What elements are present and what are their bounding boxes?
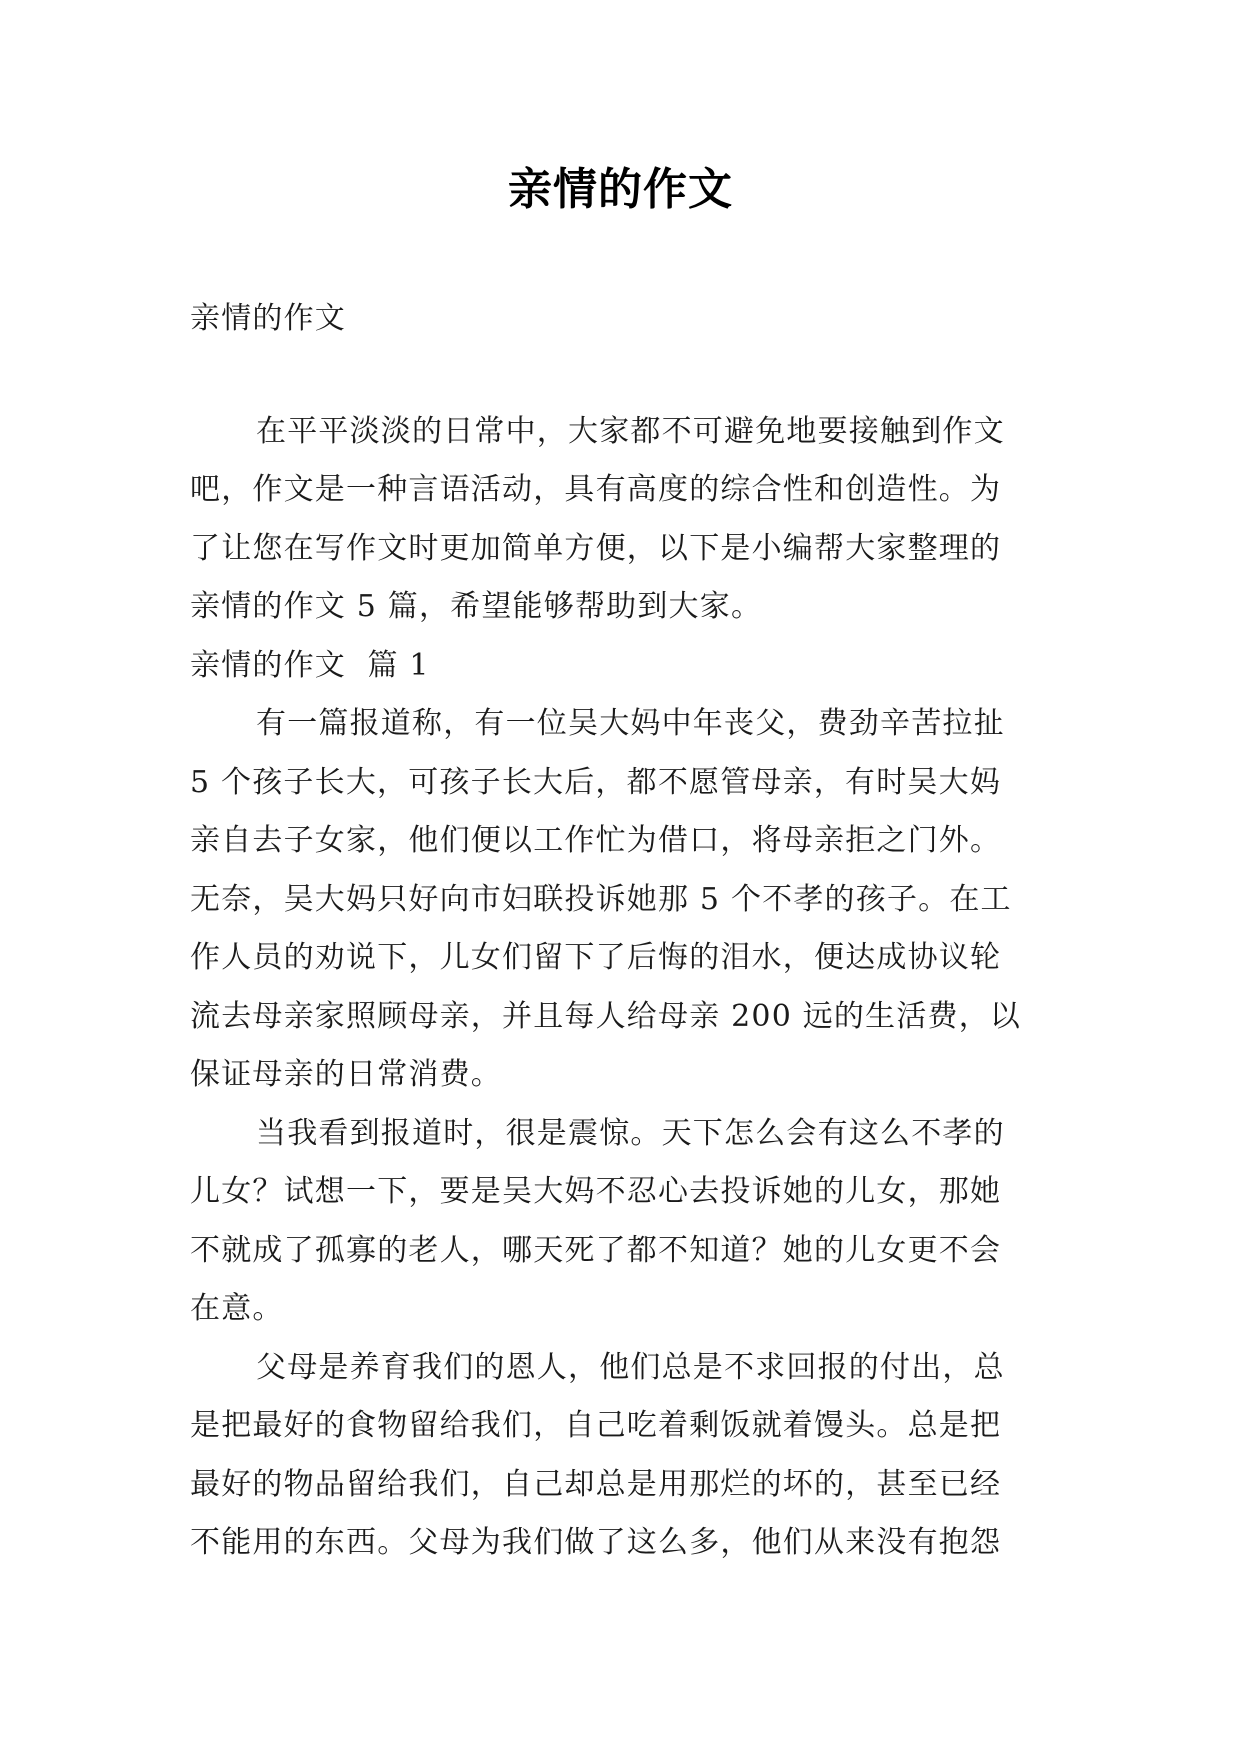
intro-line: 亲情的作文 5 篇，希望能够帮助到大家。 [190, 589, 763, 624]
intro-line: 吧，作文是一种言语活动，具有高度的综合性和创造性。为 [190, 472, 1002, 507]
paragraph-line: 有一篇报道称，有一位吴大妈中年丧父，费劲辛苦拉扯 [256, 706, 1005, 741]
intro-line: 了让您在写作文时更加简单方便，以下是小编帮大家整理的 [190, 530, 1002, 566]
paragraph-line: 5 个孩子长大，可孩子长大后，都不愿管母亲，有时吴大妈 [190, 764, 1002, 800]
document-body [190, 290, 1060, 1573]
paragraph-line: 作人员的劝说下，儿女们留下了后悔的泪水，便达成协议轮 [190, 940, 1002, 975]
spacer [190, 349, 1060, 403]
paragraph-line: 亲自去子女家，他们便以工作忙为借口，将母亲拒之门外。 [190, 823, 1002, 858]
paragraph-line: 不就成了孤寡的老人，哪天死了都不知道？她的儿女更不会 [190, 1232, 1002, 1268]
paragraph-line: 保证母亲的日常消费。 [190, 1057, 502, 1092]
paragraph-line: 在意。 [190, 1291, 284, 1326]
paragraph-line: 儿女？试想一下，要是吴大妈不忍心去投诉她的儿女，那她 [190, 1174, 1002, 1209]
paragraph-line: 父母是养育我们的恩人，他们总是不求回报的付出，总 [256, 1349, 1005, 1385]
paragraph-line: 最好的物品留给我们，自己却总是用那烂的坏的，甚至已经 [190, 1466, 1002, 1502]
paragraph-line: 是把最好的食物留给我们，自己吃着剩饭就着馒头。总是把 [190, 1408, 1002, 1443]
paragraph-3 [190, 1339, 1060, 1573]
paragraph-2 [190, 1105, 1060, 1339]
document-subtitle: 亲情的作文 [190, 301, 346, 336]
paragraph-line: 不能用的东西。父母为我们做了这么多，他们从来没有抱怨 [190, 1525, 1002, 1560]
paragraph-line: 当我看到报道时，很是震惊。天下怎么会有这么不孝的 [256, 1115, 1005, 1151]
paragraph-1 [190, 695, 1060, 1105]
paragraph-line: 无奈，吴大妈只好向市妇联投诉她那 5 个不孝的孩子。在工 [190, 881, 1012, 917]
document-title: 亲情的作文 [508, 164, 733, 215]
paragraph-line: 流去母亲家照顾母亲，并且每人给母亲 200 远的生活费，以 [190, 998, 1022, 1034]
intro-line: 在平平淡淡的日常中，大家都不可避免地要接触到作文 [256, 413, 1005, 449]
section-heading: 亲情的作文 篇 1 [190, 647, 430, 683]
intro-paragraph [190, 403, 1060, 637]
